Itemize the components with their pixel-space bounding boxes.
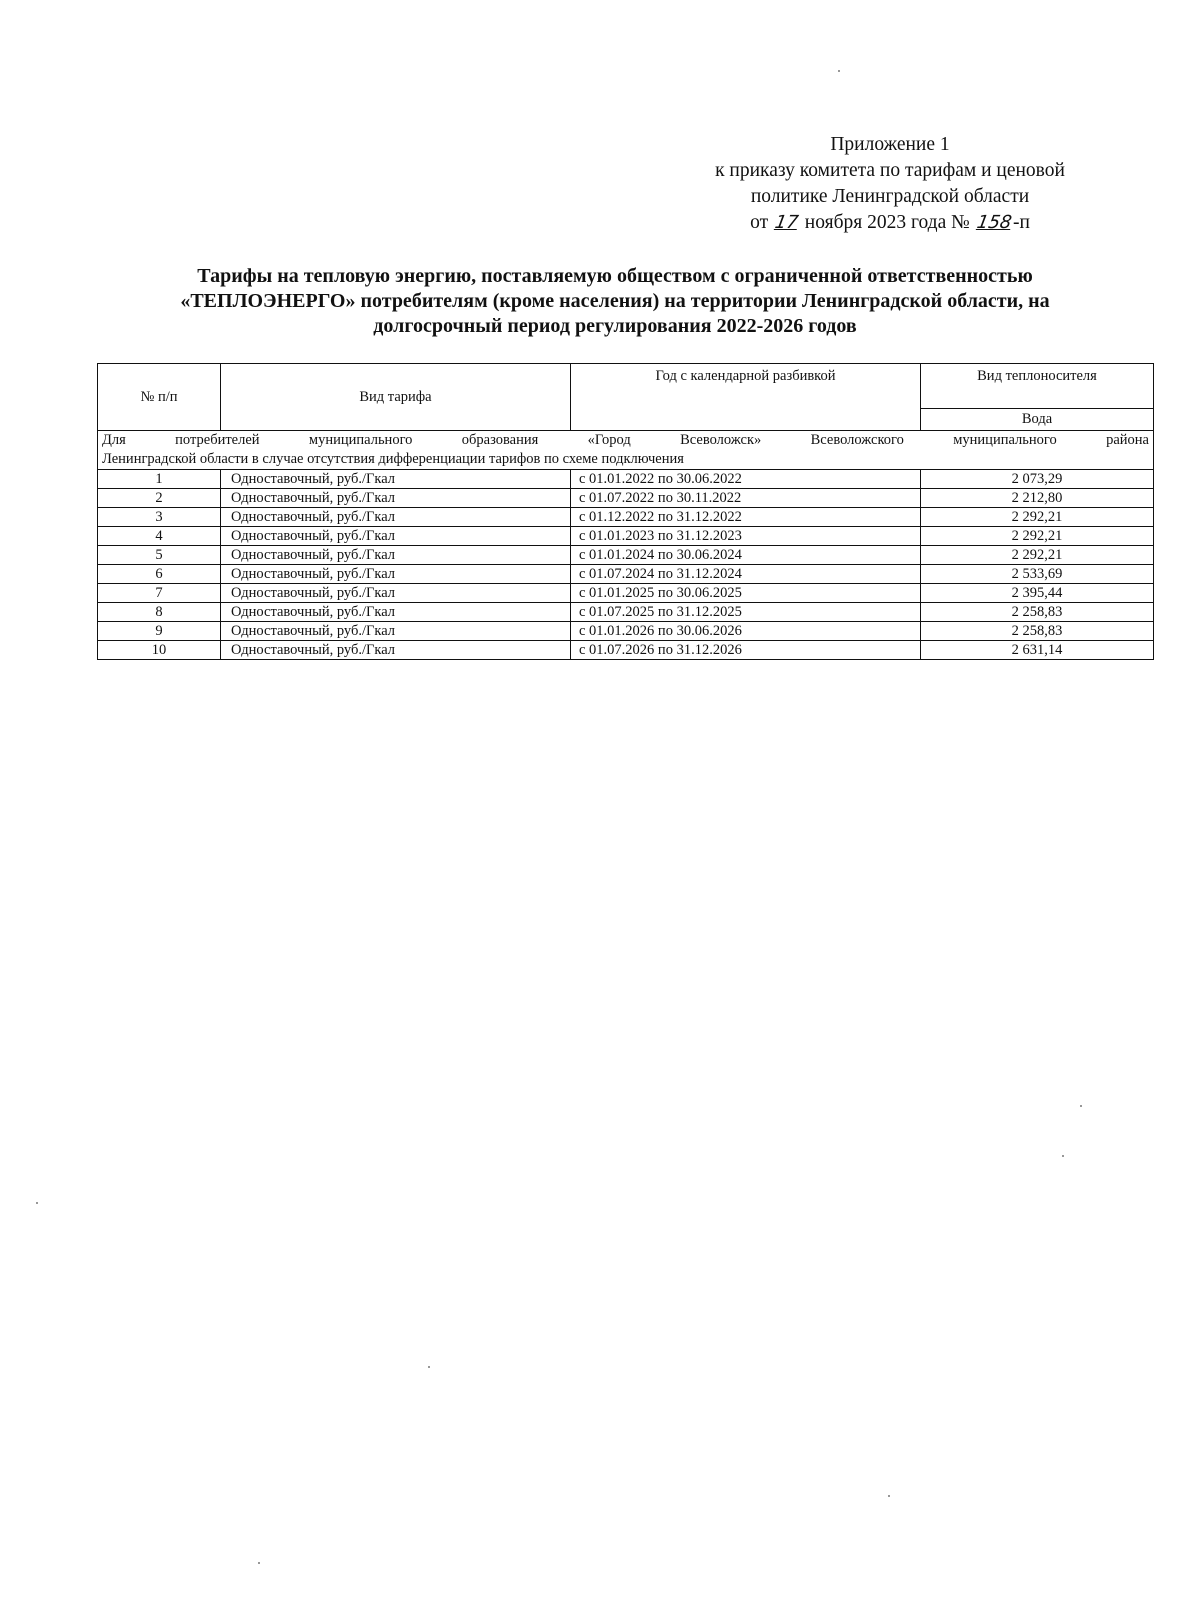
table-header-row	[98, 364, 1154, 409]
consumer-group-line-2: Ленинградской области в случае отсутствия дифференциации тарифов по схеме подключения	[102, 451, 684, 467]
table-row	[98, 565, 1154, 584]
tariff-period: с 01.07.2022 по 30.11.2022	[571, 489, 921, 508]
header-tariff-kind: Вид тарифа	[221, 364, 571, 431]
tariff-value: 2 258,83	[921, 622, 1154, 641]
table-row	[98, 622, 1154, 641]
tariff-period: с 01.07.2026 по 31.12.2026	[571, 641, 921, 660]
tariff-period: с 01.12.2022 по 31.12.2022	[571, 508, 921, 527]
tariff-kind: Одноставочный, руб./Гкал	[221, 489, 571, 508]
tariff-value: 2 258,83	[921, 603, 1154, 622]
tariff-period: с 01.07.2025 по 31.12.2025	[571, 603, 921, 622]
tariff-value: 2 292,21	[921, 527, 1154, 546]
tariff-kind: Одноставочный, руб./Гкал	[221, 508, 571, 527]
table-row	[98, 546, 1154, 565]
document-title	[70, 264, 1160, 339]
tariff-period: с 01.01.2026 по 30.06.2026	[571, 622, 921, 641]
title-line-3: долгосрочный период регулирования 2022-2026 годов	[373, 315, 857, 337]
tariff-value: 2 395,44	[921, 584, 1154, 603]
tariff-value: 2 533,69	[921, 565, 1154, 584]
handwritten-order-number: 158	[974, 212, 1013, 233]
tariff-kind: Одноставочный, руб./Гкал	[221, 641, 571, 660]
table-row	[98, 603, 1154, 622]
table-row	[98, 641, 1154, 660]
header-period: Год с календарной разбивкой	[571, 364, 921, 431]
row-number: 5	[98, 546, 221, 565]
row-number: 2	[98, 489, 221, 508]
header-number: № п/п	[98, 364, 221, 431]
row-number: 7	[98, 584, 221, 603]
header-water: Вода	[921, 409, 1154, 431]
table-row	[98, 470, 1154, 489]
tariff-period: с 01.07.2024 по 31.12.2024	[571, 565, 921, 584]
tariff-value: 2 631,14	[921, 641, 1154, 660]
consumer-group-cell	[98, 431, 1154, 470]
row-number: 8	[98, 603, 221, 622]
tariff-value: 2 212,80	[921, 489, 1154, 508]
annex-number-suffix: -п	[1012, 212, 1030, 233]
row-number: 9	[98, 622, 221, 641]
row-number: 3	[98, 508, 221, 527]
consumer-group-line-1: Для потребителей муниципального образования «Город Всеволожск» Всеволожского муниципального района	[102, 432, 1149, 448]
annex-date-prefix: от	[750, 212, 769, 233]
tariff-kind: Одноставочный, руб./Гкал	[221, 622, 571, 641]
row-number: 4	[98, 527, 221, 546]
tariff-kind: Одноставочный, руб./Гкал	[221, 470, 571, 489]
table-row	[98, 508, 1154, 527]
tariff-kind: Одноставочный, руб./Гкал	[221, 565, 571, 584]
tariff-period: с 01.01.2025 по 30.06.2025	[571, 584, 921, 603]
tariff-value: 2 073,29	[921, 470, 1154, 489]
title-line-2: «ТЕПЛОЭНЕРГО» потребителям (кроме населения) на территории Ленинградской области, на	[180, 290, 1050, 312]
scan-speck	[428, 1366, 430, 1368]
tariff-kind: Одноставочный, руб./Гкал	[221, 603, 571, 622]
tariff-value: 2 292,21	[921, 508, 1154, 527]
scan-speck	[838, 70, 840, 72]
annex-date-line	[650, 210, 1130, 236]
scan-speck	[888, 1495, 890, 1497]
handwritten-day: 17	[773, 212, 800, 233]
row-number: 6	[98, 565, 221, 584]
annex-committee-line: политике Ленинградской области	[750, 186, 1030, 207]
table-row	[98, 584, 1154, 603]
annex-header	[650, 132, 1130, 236]
annex-title: Приложение 1	[830, 134, 950, 155]
row-number: 1	[98, 470, 221, 489]
row-number: 10	[98, 641, 221, 660]
tariff-period: с 01.01.2022 по 30.06.2022	[571, 470, 921, 489]
tariff-kind: Одноставочный, руб./Гкал	[221, 527, 571, 546]
header-heat-carrier: Вид теплоносителя	[921, 364, 1154, 409]
tariff-period: с 01.01.2024 по 30.06.2024	[571, 546, 921, 565]
table-row	[98, 527, 1154, 546]
scan-speck	[1080, 1105, 1082, 1107]
tariff-kind: Одноставочный, руб./Гкал	[221, 584, 571, 603]
tariff-period: с 01.01.2023 по 31.12.2023	[571, 527, 921, 546]
tariff-table	[97, 363, 1154, 660]
consumer-group-row	[98, 431, 1154, 470]
scan-speck	[1062, 1155, 1064, 1157]
scan-speck	[36, 1202, 38, 1204]
title-line-1: Тарифы на тепловую энергию, поставляемую обществом с ограниченной ответственностью	[197, 265, 1033, 287]
tariff-kind: Одноставочный, руб./Гкал	[221, 546, 571, 565]
annex-date-middle: ноября 2023 года №	[804, 212, 970, 233]
tariff-value: 2 292,21	[921, 546, 1154, 565]
scan-speck	[258, 1562, 260, 1564]
table-row	[98, 489, 1154, 508]
annex-order-line: к приказу комитета по тарифам и ценовой	[715, 160, 1065, 181]
